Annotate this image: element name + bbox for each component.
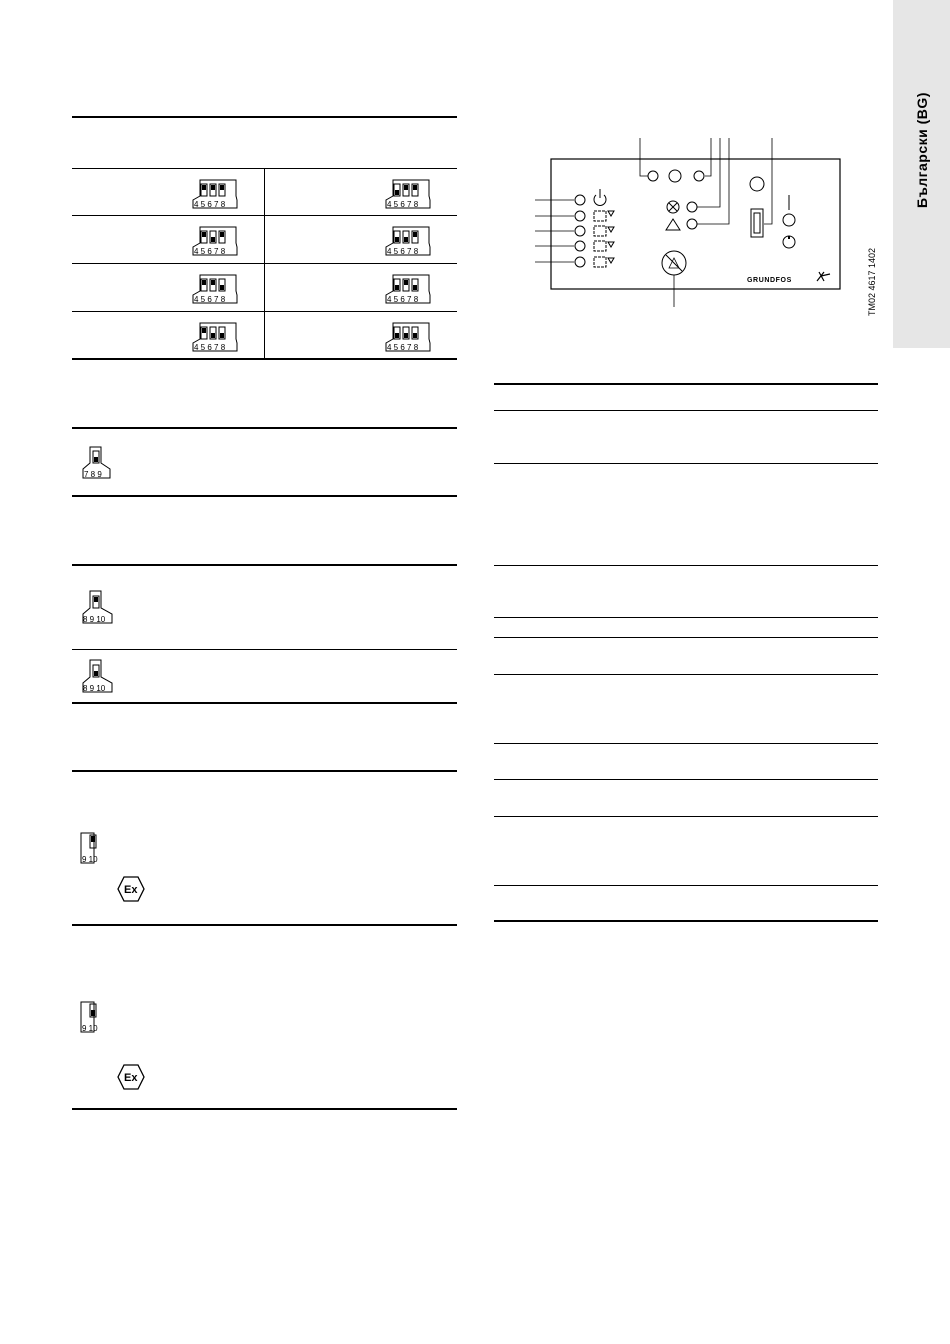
svg-text:7 8 9: 7 8 9 — [84, 470, 102, 479]
svg-text:Ex: Ex — [124, 884, 138, 896]
table-rule — [494, 674, 878, 675]
dip-switch-8-9-10-icon — [82, 659, 114, 693]
rule — [72, 770, 457, 772]
table-rule — [494, 565, 878, 566]
svg-text:4 5 6 7 8: 4 5 6 7 8 — [387, 247, 419, 256]
rule — [72, 924, 457, 926]
table-rule — [494, 383, 878, 385]
svg-text:8 9 10: 8 9 10 — [83, 684, 106, 693]
table-rule — [494, 410, 878, 411]
svg-text:4 5 6 7 8: 4 5 6 7 8 — [194, 295, 226, 304]
dip-switch-8-9-10-icon — [82, 590, 114, 624]
table-rule — [494, 617, 878, 618]
figure-code: TM02 4617 1402 — [867, 247, 877, 317]
rule — [72, 427, 457, 429]
dip-switch-9-10-icon — [80, 832, 102, 864]
svg-text:9 10: 9 10 — [82, 855, 98, 864]
ex-explosion-proof-icon — [117, 876, 145, 902]
table-rule — [494, 920, 878, 922]
dip-switch-4-8-icon — [385, 274, 431, 304]
svg-text:4 5 6 7 8: 4 5 6 7 8 — [194, 343, 226, 352]
ex-explosion-proof-icon — [117, 1064, 145, 1090]
rule — [72, 702, 457, 704]
rule — [72, 649, 457, 650]
svg-text:4 5 6 7 8: 4 5 6 7 8 — [387, 343, 419, 352]
dip-switch-4-8-icon — [192, 226, 238, 256]
svg-text:9 10: 9 10 — [82, 1024, 98, 1033]
dip-switch-4-8-icon — [385, 322, 431, 352]
svg-text:4 5 6 7 8: 4 5 6 7 8 — [387, 295, 419, 304]
table-rule — [494, 743, 878, 744]
grundfos-logo-text: GRUNDFOS — [747, 277, 792, 284]
table-rule — [494, 816, 878, 817]
language-label: Български (BG) — [914, 92, 930, 208]
dip-switch-4-8-icon — [385, 226, 431, 256]
svg-text:4 5 6 7 8: 4 5 6 7 8 — [387, 200, 419, 209]
svg-text:8 9 10: 8 9 10 — [83, 615, 106, 624]
dip-switch-4-8-icon — [192, 322, 238, 352]
dip-switch-4-8-icon — [192, 179, 238, 209]
rule — [72, 495, 457, 497]
rule — [72, 564, 457, 566]
svg-text:4 5 6 7 8: 4 5 6 7 8 — [194, 247, 226, 256]
dip-switch-9-10-icon — [80, 1001, 102, 1033]
dip-switch-4-8-icon — [385, 179, 431, 209]
control-panel-figure — [500, 135, 845, 310]
rule — [72, 1108, 457, 1110]
table-rule — [494, 885, 878, 886]
table-divider — [264, 168, 265, 358]
table-rule — [72, 358, 457, 360]
svg-text:4 5 6 7 8: 4 5 6 7 8 — [194, 200, 226, 209]
table-rule — [494, 463, 878, 464]
table-rule — [494, 779, 878, 780]
rule — [72, 116, 457, 118]
dip-switch-7-8-9-icon — [82, 446, 112, 479]
table-rule — [494, 637, 878, 638]
dip-switch-4-8-icon — [192, 274, 238, 304]
svg-text:Ex: Ex — [124, 1072, 138, 1084]
